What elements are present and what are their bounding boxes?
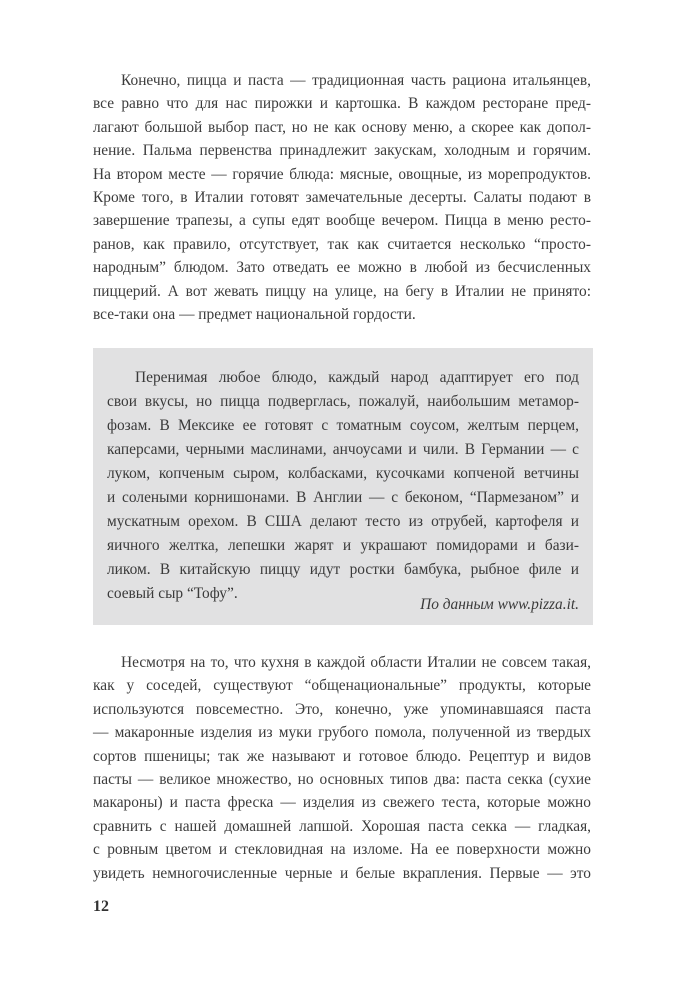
sidebar-text — [107, 366, 579, 606]
sidebar-line: и солеными корнишонами. В Англии — с беконом, “Пармезаном” и — [107, 489, 579, 506]
sidebar-line: свои вкусы, но пицца подверглась, пожалуй, наибольшим метамор- — [107, 393, 579, 410]
text-line: Несмотря на то, что кухня в каждой области Италии не совсем такая, — [121, 654, 591, 671]
text-line: нение. Пальма первенства принадлежит закускам, холодным и горячим. — [93, 142, 591, 160]
text-line: все-таки она — предмет национальной гордости. — [93, 305, 416, 323]
sidebar-source: По данным www.pizza.it. — [420, 596, 579, 613]
text-line: сортов пшеницы; так же называют и готовое блюдо. Рецептур и видов — [93, 747, 591, 765]
sidebar-line: каперсами, черными маслинами, анчоусами и чили. В Германии — с — [107, 441, 579, 458]
text-line: лагают большой выбор паст, но не как основу меню, а скорее как допол- — [93, 118, 591, 136]
paragraph-pasta — [93, 651, 591, 885]
sidebar-line: луком, копченым сыром, колбасками, кусочками копченой ветчины — [107, 465, 579, 482]
text-line: завершение трапезы, а супы едят вообще вечером. Пицца в меню ресто- — [93, 212, 591, 230]
text-line: используются повсеместно. Это, конечно, уже упоминавшаяся паста — [93, 700, 591, 718]
sidebar-box — [93, 348, 593, 625]
text-line: сравнить с нашей домашней лапшой. Хорошая паста секка — гладкая, — [93, 817, 591, 835]
sidebar-line: мускатным орехом. В США делают тесто из отрубей, картофеля и — [107, 513, 579, 530]
text-line: На втором месте — горячие блюда: мясные, овощные, из морепродуктов. — [93, 165, 591, 183]
text-line: с ровным цветом и стекловидная на изломе. На ее поверхности можно — [93, 841, 591, 859]
text-line: как у соседей, существуют “общенациональные” продукты, которые — [93, 677, 591, 695]
text-line: все равно что для нас пирожки и картошка. В каждом ресторане пред- — [93, 95, 591, 113]
text-line: увидеть немногочисленные черные и белые вкрапления. Первые — это — [93, 864, 591, 882]
text-line: ранов, как правило, отсутствует, так как считается несколько “просто- — [93, 235, 591, 253]
sidebar-line: яичного желтка, лепешки жарят и украшают помидорами и бази- — [107, 537, 579, 554]
sidebar-line: фозам. В Мексике ее готовят с томатным соусом, желтым перцем, — [107, 417, 579, 434]
text-line: Кроме того, в Италии готовят замечательные десерты. Салаты подают в — [93, 188, 591, 206]
page-number: 12 — [93, 898, 109, 915]
sidebar-line: соевый сыр “Тофу”. — [107, 585, 238, 602]
paragraph-intro — [93, 69, 591, 326]
sidebar-line: Перенимая любое блюдо, каждый народ адаптирует его под — [135, 369, 579, 386]
text-line: — макаронные изделия из муки грубого помола, полученной из твердых — [93, 724, 591, 742]
sidebar-line: ликом. В китайскую пиццу идут ростки бамбука, рыбное филе и — [107, 561, 579, 578]
text-line: Конечно, пицца и паста — традиционная часть рациона итальянцев, — [121, 72, 591, 89]
text-line: макароны) и паста фреска — изделия из свежего теста, которые можно — [93, 794, 591, 812]
text-line: пасты — великое множество, но основных типов два: паста секка (сухие — [93, 770, 591, 788]
text-line: пиццерий. А вот жевать пиццу на улице, на бегу в Италии не принято: — [93, 282, 591, 300]
text-line: народным” блюдом. Зато отведать ее можно в любой из бесчисленных — [93, 259, 591, 277]
